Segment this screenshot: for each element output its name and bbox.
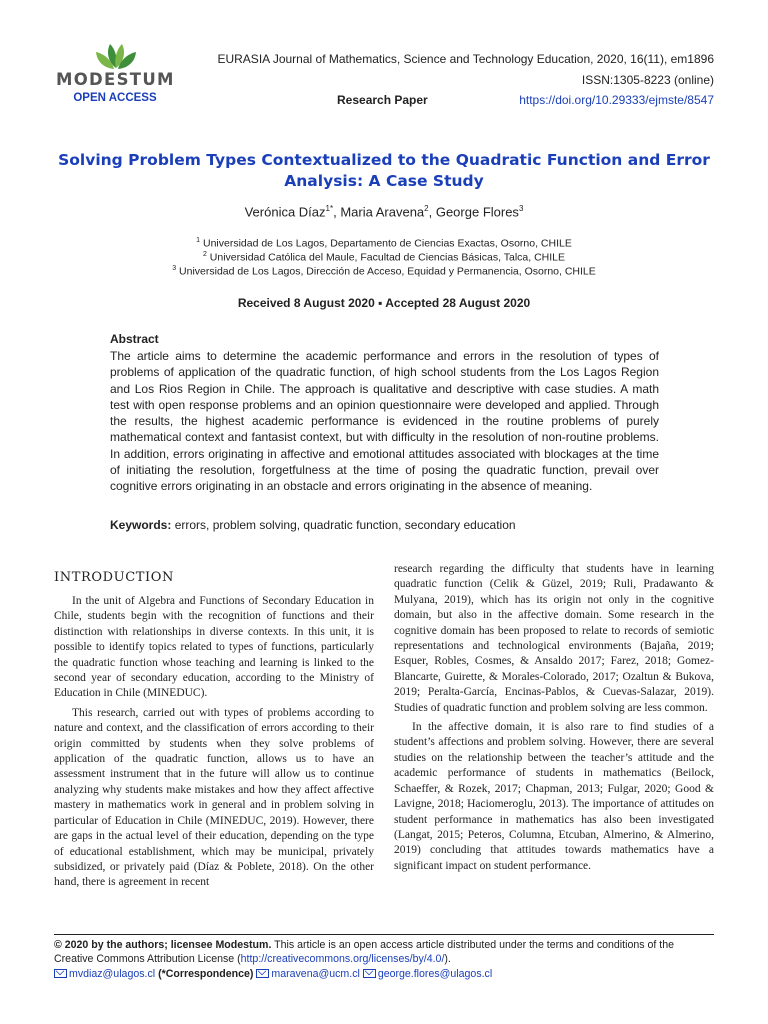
- email-link[interactable]: mvdiaz@ulagos.cl: [69, 968, 156, 980]
- author-separator: ,: [428, 204, 436, 220]
- envelope-icon: [363, 969, 376, 978]
- open-access-label: OPEN ACCESS: [73, 92, 157, 104]
- keywords: [110, 518, 670, 532]
- abstract-heading: Abstract: [110, 332, 159, 346]
- affiliation-text: Universidad de Los Lagos, Dirección de Acceso, Equidad y Permanencia, Osorno, CHILE: [179, 265, 596, 278]
- author-affiliation-mark: 2: [424, 204, 429, 213]
- doi-link[interactable]: https://doi.org/10.29333/ejmste/8547: [519, 93, 714, 107]
- affiliation: [40, 265, 728, 278]
- body-paragraph: This research, carried out with types of problems according to nature and context, and the classification of errors according to their origin committed by students when they solve problems of application of the quadratic function, allows us to have an assessment instrument that in the future will allow us to continue analyzing why students make mistakes and how they affect affective mastery in mathematics work in general and in problem solving in particular of Education in Chile (MINEDUC, 2019). However, there are gaps in the actual level of their education, depending on the type of educational establishment, which may be municipal, privately subsidized, or privately paid (Díaz & Poblete, 2018). On the other hand, there is agreement in recent: [54, 706, 374, 889]
- email-link[interactable]: maravena@ucm.cl: [271, 968, 360, 980]
- brand-name: MODESTUM: [56, 70, 175, 89]
- abstract-text: The article aims to determine the academic performance and errors in the resolution of types of problems of application of the quadratic function, of high school students from the Los Lagos Region and Los Rios Region in Chile. The approach is qualitative and descriptive with case studies. A math test with open response problems and an opinion questionnaire were developed and applied. Through the results, the highest academic performance is evidenced in the routine problems of purely mathematical context and fantasist context, but with difficulty in the resolution of non-routine problems. In addition, errors originating in affective and emotional attitudes associated with blockages at the time of initiating the resolution, forgetfulness at the time of posing the quadratic function, prevail over cognitive errors originating in an obstacle and errors originating in the absence of meaning.: [110, 349, 659, 494]
- affiliation-number: 2: [202, 251, 207, 258]
- affiliation-text: Universidad Católica del Maule, Facultad de Ciencias Básicas, Talca, CHILE: [209, 251, 566, 264]
- affiliation-text: Universidad de Los Lagos, Departamento de Ciencias Exactas, Osorno, CHILE: [202, 237, 572, 250]
- author-emails: [54, 967, 714, 981]
- license-link[interactable]: http://creativecommons.org/licenses/by/4.0/: [240, 953, 445, 965]
- keywords-label: Keywords:: [110, 518, 172, 532]
- modestum-logo: [56, 40, 176, 110]
- author-name: Maria Aravena: [340, 204, 425, 220]
- right-column: [394, 562, 714, 874]
- body-paragraph: research regarding the difficulty that students have in learning quadratic function (Celik & Güzel, 2019; Ruli, Pradawanto & Mulyana, 2019), which has its origin not only in the cognitive domain, but also in the affective domain. Some research in the cognitive domain has been proposed to relate to records of semiotic representations and technological environments (Bajaña, 2019; Esquer, Robles, Cosmes, & Ansaldo 2017; Farez, 2018; Gomez-Blancarte, Guirette, & Morales-Colorado, 2017; Ozaltun & Bukova, 2019; Peralta-García, Encinas-Pablos, & Cuevas-Salazar, 2019). Studies of quadratic function and problem solving are less common.: [394, 563, 714, 714]
- paper-title: Solving Problem Types Contextualized to the Quadratic Function and Error Analysis: A Case Study: [58, 151, 710, 190]
- author-name: George Flores: [435, 204, 519, 220]
- author-name: Verónica Díaz: [244, 204, 326, 220]
- author-affiliation-mark: 3: [518, 204, 524, 213]
- body-paragraph: In the affective domain, it is also rare to find studies of a student’s affections and problem solving. However, there are several studies on the relationship between the teacher’s attitude and the academic performance of students in mathematics (Beilock, Schaeffer, & Rozek, 2017; Chapman, 2013; Fulgar, 2020; Good & Lavigne, 2018; Haciomeroglu, 2013). The importance of attitudes on student performance in mathematics has also been investigated (Langat, 2015; Peteros, Columna, Etcuban, Almerino, & Almerino, 2019) concluding that attitudes towards mathematics have a significant impact on student performance.: [394, 721, 714, 872]
- envelope-icon: [54, 969, 67, 978]
- paper-type: Research Paper: [337, 93, 428, 107]
- affiliation-number: 1: [196, 237, 201, 244]
- email-link[interactable]: george.flores@ulagos.cl: [377, 968, 493, 980]
- affiliation: [40, 251, 728, 264]
- footer-divider: [54, 934, 714, 935]
- author-separator: ,: [333, 204, 341, 220]
- copyright-holder: © 2020 by the authors; licensee Modestum.: [54, 939, 272, 951]
- license-text: This article is an open access article distributed under the terms and conditions of the Creative Commons Attribution License (: [54, 939, 674, 965]
- issn: ISSN:1305-8223 (online): [581, 73, 714, 87]
- introduction-heading: INTRODUCTION: [54, 570, 174, 585]
- correspondence-note: (*Correspondence): [155, 968, 257, 980]
- affiliation-number: 3: [172, 265, 177, 272]
- body-paragraph: In the unit of Algebra and Functions of Secondary Education in Chile, students begin with the recognition of functions and their distinction with relationships in diverse contexts. In this unit, it is possible to identify topics related to types of functions, particularly the quadratic function whose teaching and learning is linked to the second year of secondary education, according to the Ministry of Education in Chile (MINEDUC).: [54, 595, 374, 700]
- journal-citation: EURASIA Journal of Mathematics, Science and Technology Education, 2020, 16(11), em1896: [217, 52, 714, 66]
- received-accepted-dates: Received 8 August 2020 ▪ Accepted 28 August 2020: [237, 296, 531, 310]
- affiliation: [40, 237, 728, 250]
- copyright-notice: [54, 938, 714, 966]
- author-affiliation-mark: 1*: [325, 204, 334, 213]
- author-list: [40, 204, 728, 219]
- license-close: ).: [444, 953, 451, 965]
- left-column: [54, 594, 374, 891]
- leaf-logo-icon: [94, 40, 138, 70]
- keywords-text: errors, problem solving, quadratic function, secondary education: [171, 518, 516, 532]
- envelope-icon: [256, 969, 269, 978]
